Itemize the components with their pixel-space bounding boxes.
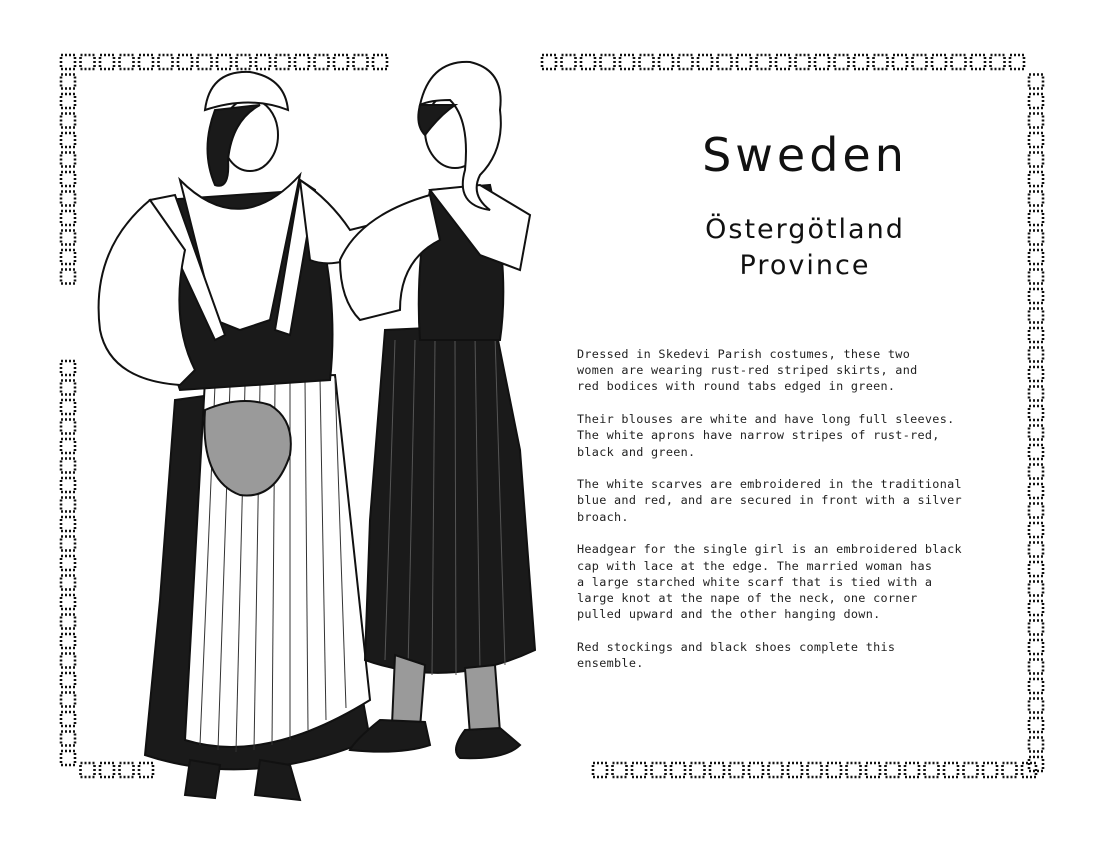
married-woman-figure — [340, 62, 535, 758]
subtitle-line-2: Province — [739, 250, 871, 281]
paragraph-4: Headgear for the single girl is an embroidered black cap with lace at the edge. The married woman has a large starched white scarf that is tied with a large knot at the nape of the neck, one corner pulled upward and the other hanging down. — [577, 542, 962, 622]
paragraph-3: The white scarves are embroidered in the traditional blue and red, and are secured in front with a silver broach. — [577, 477, 962, 524]
description-text — [577, 346, 1017, 688]
paragraph-1: Dressed in Skedevi Parish costumes, these two women are wearing rust-red striped skirts, and red bodices with round tabs edged in green. — [577, 347, 918, 394]
subtitle-line-1: Östergötland — [705, 214, 905, 245]
paragraph-5: Red stockings and black shoes complete this ensemble. — [577, 639, 896, 671]
paragraph-2: Their blouses are white and have long full sleeves. The white aprons have narrow stripes of rust-red, black and green. — [577, 412, 955, 459]
single-girl-figure — [99, 72, 372, 800]
page-title: Sweden — [702, 128, 908, 182]
province-subtitle — [640, 212, 970, 284]
